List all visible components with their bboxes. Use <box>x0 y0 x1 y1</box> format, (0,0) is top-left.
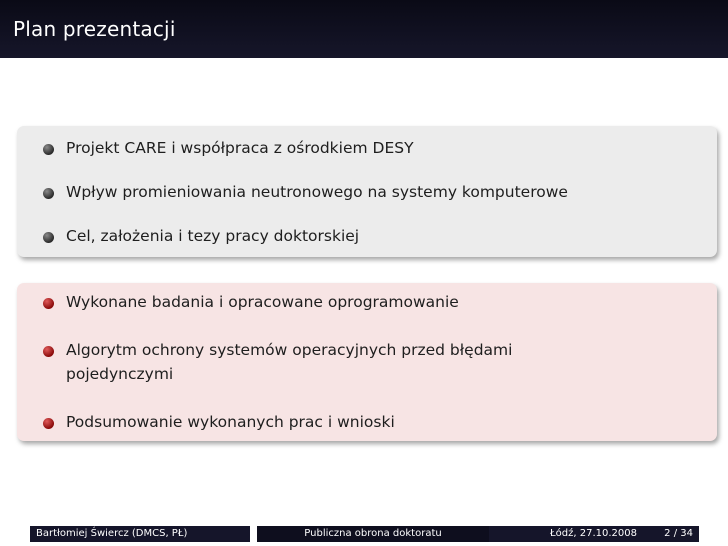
footer <box>0 521 728 546</box>
bullet-icon <box>43 346 54 357</box>
outline-item: Podsumowanie wykonanych prac i wnioski <box>66 413 395 431</box>
outline-item: Wykonane badania i opracowane oprogramowanie <box>66 293 459 311</box>
footer-right <box>489 526 699 542</box>
bullet-icon <box>43 188 54 199</box>
footer-event: Publiczna obrona doktoratu <box>257 526 489 542</box>
outline-item-continuation: pojedynczymi <box>66 365 174 383</box>
title-bar <box>0 0 728 58</box>
bullet-icon <box>43 418 54 429</box>
footer-author: Bartłomiej Świercz (DMCS, PŁ) <box>30 526 250 542</box>
outline-item: Projekt CARE i współpraca z ośrodkiem DESY <box>66 139 414 157</box>
bullet-icon <box>43 144 54 155</box>
bullet-icon <box>43 232 54 243</box>
outline-item: Cel, założenia i tezy pracy doktorskiej <box>66 227 360 245</box>
outline-item: Algorytm ochrony systemów operacyjnych przed błędami <box>66 341 513 359</box>
outline-item: Wpływ promieniowania neutronowego na systemy komputerowe <box>66 183 568 201</box>
slide-title: Plan prezentacji <box>13 17 176 41</box>
footer-date: Łódź, 27.10.2008 <box>550 528 637 539</box>
footer-page-number: 2 / 34 <box>664 528 693 539</box>
bullet-icon <box>43 298 54 309</box>
